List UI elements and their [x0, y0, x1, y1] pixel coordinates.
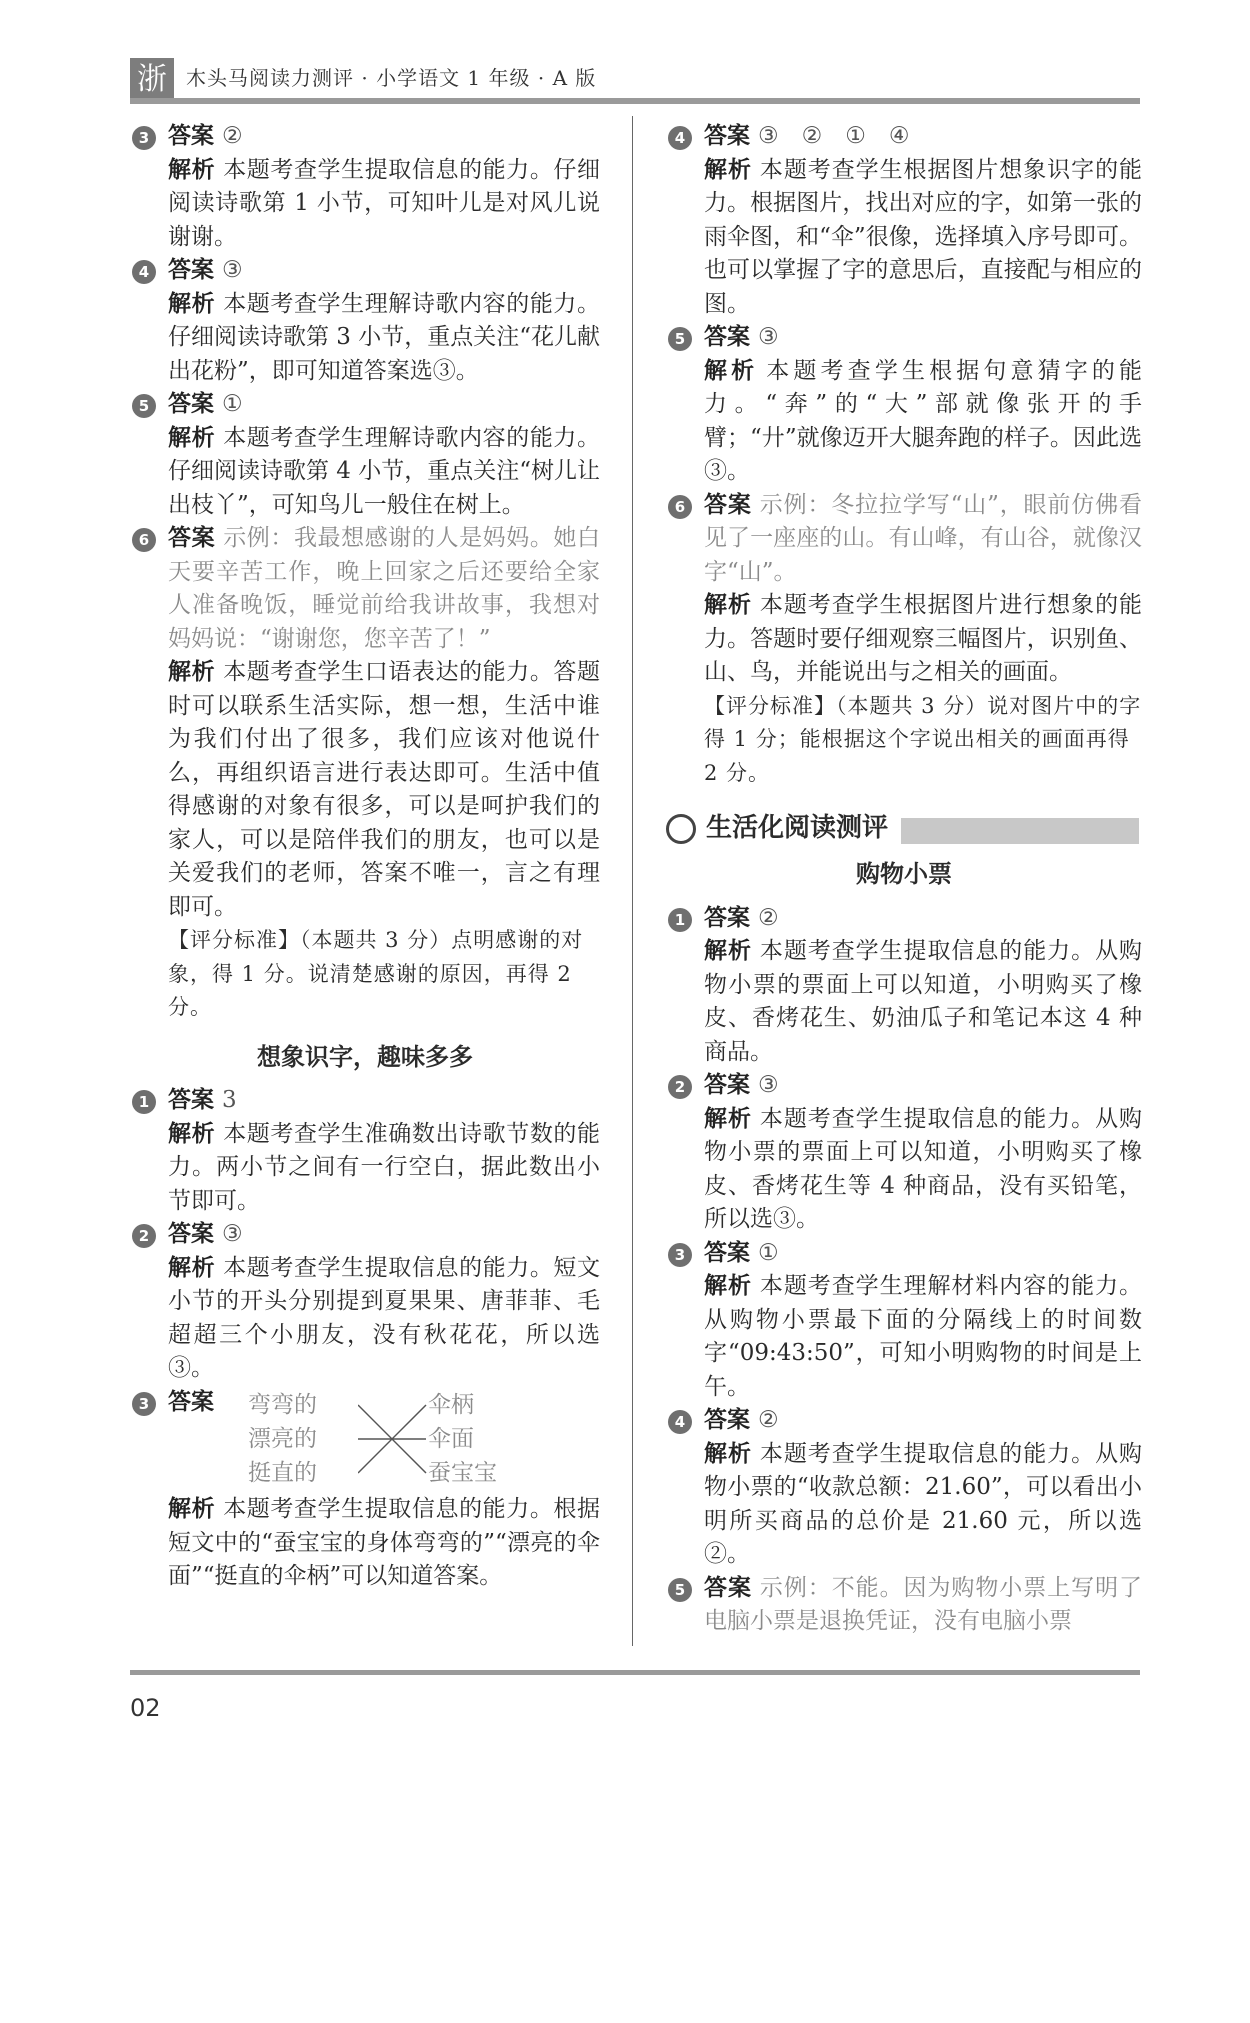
answer-item	[666, 1237, 1142, 1405]
answer-item	[666, 1404, 1142, 1572]
answer-label: 答案	[704, 1407, 750, 1433]
answer-value: ②	[758, 904, 779, 931]
answer-label: 答案	[704, 1072, 750, 1098]
answer-item	[130, 1218, 600, 1386]
answer-label: 答案	[168, 123, 214, 149]
answer-item	[130, 120, 600, 254]
explanation-label: 解析	[704, 357, 759, 384]
question-number: 5	[668, 1578, 692, 1602]
section-title: 购物小票	[856, 860, 952, 888]
section-banner-title: 生活化阅读测评	[706, 813, 889, 843]
question-number: 3	[132, 1392, 156, 1416]
question-number: 3	[132, 126, 156, 150]
sample-answer: 示例：不能。因为购物小票上写明了电脑小票是退换凭证，没有电脑小票	[704, 1574, 1143, 1634]
sample-answer: 示例：冬拉拉学写“山”，眼前仿佛看见了一座座的山。有山峰，有山谷，就像汉字“山”。	[704, 491, 1142, 585]
match-right-item: 蚕宝宝	[428, 1460, 497, 1486]
match-left-item: 漂亮的	[248, 1426, 317, 1452]
answer-item	[666, 120, 1142, 321]
reader-icon	[666, 814, 696, 844]
question-number: 3	[668, 1243, 692, 1267]
explanation-text: 本题考查学生提取信息的能力。短文小节的开头分别提到夏果果、唐菲菲、毛超超三个小朋友，没有秋花花，所以选③。	[168, 1254, 601, 1381]
explanation-label: 解析	[704, 938, 752, 964]
left-column	[130, 120, 600, 1594]
answer-label: 答案	[168, 257, 214, 283]
page-header	[130, 58, 1140, 104]
answer-value: ③	[758, 1072, 779, 1098]
match-lines	[358, 1397, 428, 1487]
explanation-label: 解析	[168, 156, 216, 183]
explanation-label: 解析	[704, 1273, 752, 1299]
match-right-item: 伞柄	[428, 1392, 474, 1418]
answer-label: 答案	[704, 1239, 750, 1266]
answer-item	[130, 1386, 600, 1594]
explanation-label: 解析	[168, 424, 216, 451]
answer-label: 答案	[168, 1221, 214, 1247]
answer-item	[130, 1084, 600, 1218]
answer-item	[666, 1069, 1142, 1237]
book-title: 木头马阅读力测评 · 小学语文 1 年级 · A 版	[186, 66, 597, 90]
explanation-text: 本题考查学生提取信息的能力。根据短文中的“蚕宝宝的身体弯弯的”“漂亮的伞面”“挺直的伞柄”可以知道答案。	[168, 1496, 601, 1589]
answer-label: 答案	[704, 123, 750, 149]
scoring-standard: 【评分标准】（本题共 3 分）说对图片中的字得 1 分；能根据这个字说出相关的画面再得 2 分。	[704, 693, 1142, 785]
answer-value: ②	[222, 123, 243, 149]
answer-label: 答案	[704, 1574, 752, 1601]
explanation-label: 解析	[168, 659, 216, 685]
explanation-text: 本题考查学生根据句意猜字的能力。“奔”的“大”部就像张开的手臂；“廾”就像迈开大腿奔跑的样子。因此选③。	[704, 357, 1143, 484]
answer-value: ③	[222, 257, 243, 283]
section-title: 想象识字，趣味多多	[257, 1042, 473, 1071]
answer-label: 答案	[168, 1388, 214, 1415]
question-number: 2	[668, 1075, 692, 1099]
question-number: 6	[668, 495, 692, 519]
answer-item	[130, 522, 600, 1025]
explanation-text: 本题考查学生提取信息的能力。从购物小票的票面上可以知道，小明购买了橡皮、香烤花生等 4 种商品，没有买铅笔，所以选③。	[704, 1105, 1143, 1232]
question-number: 5	[668, 327, 692, 351]
explanation-text: 本题考查学生提取信息的能力。从购物小票的票面上可以知道，小明购买了橡皮、香烤花生、奶油瓜子和笔记本这 4 种商品。	[704, 938, 1143, 1065]
explanation-text: 本题考查学生口语表达的能力。答题时可以联系生活实际，想一想，生活中谁为我们付出了很多，我们应该对他说什么，再组织语言进行表达即可。生活中值得感谢的对象有很多，可以是呵护我们的家人，可以是陪伴我们的朋友，也可以是关爱我们的老师，答案不唯一，言之有理即可。	[168, 659, 601, 920]
answer-item	[666, 321, 1142, 489]
answer-value: 3	[222, 1087, 237, 1113]
section-banner	[666, 808, 1142, 852]
question-number: 4	[668, 126, 692, 150]
explanation-text: 本题考查学生提取信息的能力。仔细阅读诗歌第 1 小节，可知叶儿是对风儿说谢谢。	[168, 156, 601, 250]
match-left-item: 弯弯的	[248, 1392, 317, 1418]
explanation-label: 解析	[168, 1254, 216, 1281]
answer-item	[130, 254, 600, 388]
question-number: 4	[132, 260, 156, 284]
banner-bar	[901, 818, 1139, 844]
answer-value: ③	[222, 1221, 243, 1247]
answer-value: ①	[222, 391, 243, 417]
explanation-text: 本题考查学生提取信息的能力。从购物小票的“收款总额：21.60”，可以看出小明所买商品的总价是 21.60 元，所以选②。	[704, 1440, 1143, 1567]
question-number: 6	[132, 528, 156, 552]
answer-label: 答案	[168, 391, 214, 417]
answer-value: ③ ② ① ④	[758, 123, 910, 149]
explanation-text: 本题考查学生根据图片进行想象的能力。答题时要仔细观察三幅图片，识别鱼、山、鸟，并能说出与之相关的画面。	[704, 592, 1143, 685]
answer-label: 答案	[704, 491, 752, 518]
explanation-label: 解析	[704, 156, 752, 183]
match-right-item: 伞面	[428, 1426, 474, 1452]
match-left-item: 挺直的	[248, 1460, 317, 1486]
answer-label: 答案	[168, 525, 216, 551]
explanation-label: 解析	[704, 1440, 752, 1467]
province-badge: 浙	[130, 58, 174, 102]
question-number: 4	[668, 1410, 692, 1434]
explanation-label: 解析	[168, 1496, 216, 1522]
answer-item	[666, 1572, 1142, 1639]
answer-label: 答案	[168, 1087, 214, 1113]
answer-value: ②	[758, 1407, 779, 1433]
header-rule	[130, 98, 1140, 104]
answer-item	[666, 902, 1142, 1070]
answer-value: ③	[758, 324, 779, 350]
explanation-text: 本题考查学生准确数出诗歌节数的能力。两小节之间有一行空白，据此数出小节即可。	[168, 1120, 601, 1214]
answer-item	[130, 388, 600, 522]
answer-value: ①	[758, 1239, 779, 1266]
explanation-label: 解析	[168, 1120, 216, 1147]
question-number: 5	[132, 394, 156, 418]
scoring-standard: 【评分标准】（本题共 3 分）点明感谢的对象，得 1 分。说清楚感谢的原因，再得 2 分。	[168, 928, 584, 1019]
right-column	[666, 120, 1142, 1639]
explanation-label: 解析	[704, 592, 752, 618]
answer-label: 答案	[704, 324, 750, 350]
explanation-text: 本题考查学生理解诗歌内容的能力。仔细阅读诗歌第 4 小节，重点关注“树儿让出枝丫”，可知鸟儿一般住在树上。	[168, 424, 601, 518]
matching-diagram	[188, 1389, 600, 1493]
question-number: 1	[132, 1090, 156, 1114]
answer-label: 答案	[704, 904, 750, 931]
column-divider	[632, 116, 633, 1646]
page-number: 02	[130, 1694, 161, 1722]
question-number: 1	[668, 908, 692, 932]
explanation-text: 本题考查学生理解材料内容的能力。从购物小票最下面的分隔线上的时间数字“09:43:50”，可知小明购物的时间是上午。	[704, 1273, 1143, 1400]
explanation-text: 本题考查学生根据图片想象识字的能力。根据图片，找出对应的字，如第一张的雨伞图，和“伞”很像，选择填入序号即可。也可以掌握了字的意思后，直接配与相应的图。	[704, 156, 1143, 317]
question-number: 2	[132, 1224, 156, 1248]
explanation-label: 解析	[704, 1105, 752, 1132]
explanation-text: 本题考查学生理解诗歌内容的能力。仔细阅读诗歌第 3 小节，重点关注“花儿献出花粉”，即可知道答案选③。	[168, 290, 601, 384]
footer-rule	[130, 1670, 1140, 1675]
answer-item	[666, 489, 1142, 791]
explanation-label: 解析	[168, 290, 216, 317]
sample-answer: 示例：我最想感谢的人是妈妈。她白天要辛苦工作，晚上回家之后还要给全家人准备晚饭，睡觉前给我讲故事，我想对妈妈说：“谢谢您，您辛苦了！”	[168, 525, 601, 652]
